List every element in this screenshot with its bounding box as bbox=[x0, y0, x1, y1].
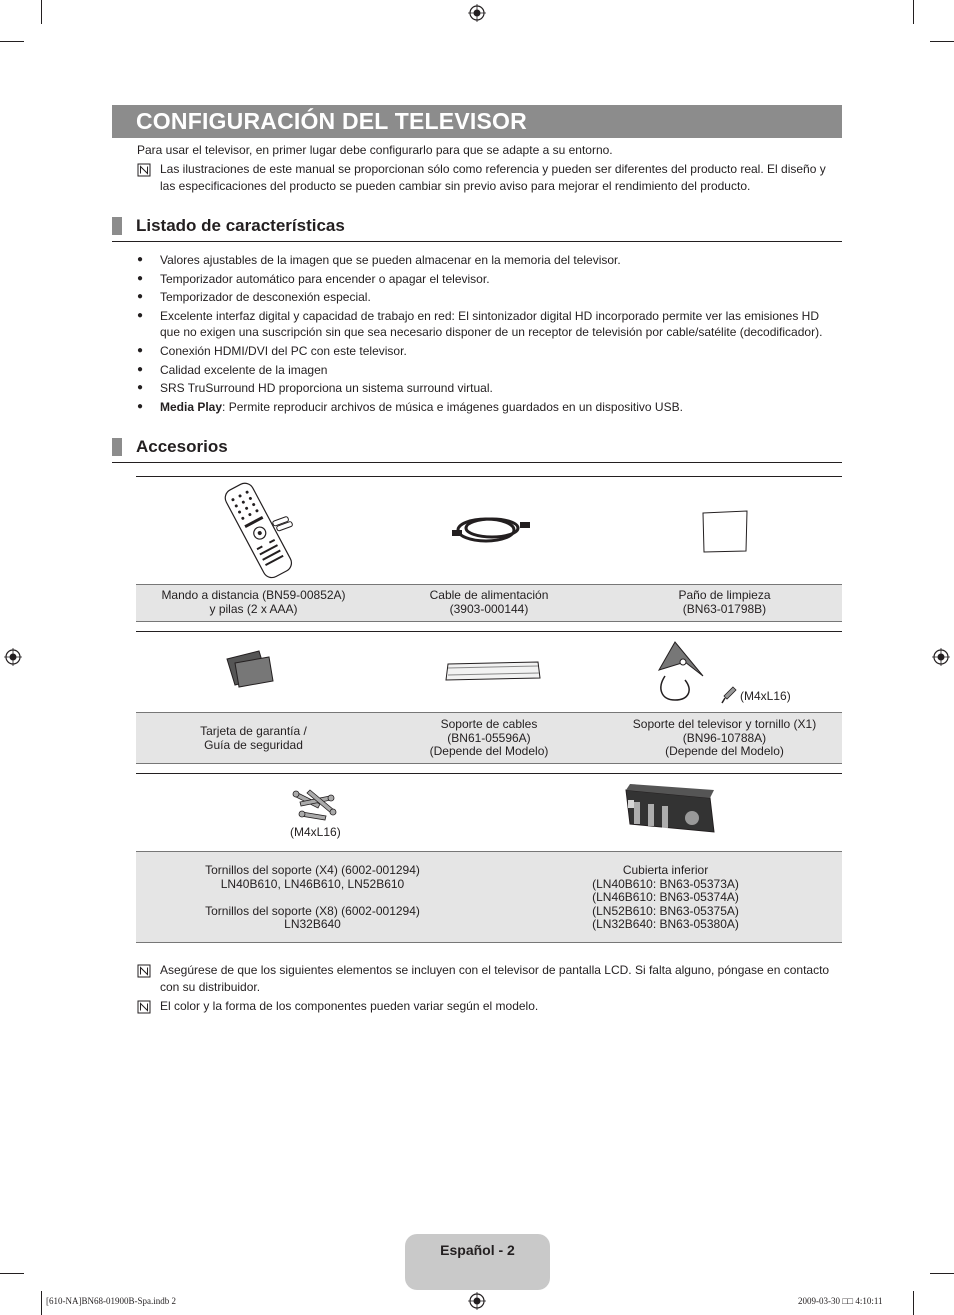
crop-mark bbox=[41, 0, 42, 24]
feature-item: Temporizador de desconexión especial. bbox=[160, 290, 371, 304]
cleaning-cloth-icon bbox=[701, 509, 749, 553]
registration-mark-icon bbox=[468, 4, 486, 22]
cable-holder-caption-line: Soporte de cables bbox=[440, 717, 538, 731]
cable-holder-caption-line: (Depende del Modelo) bbox=[429, 744, 549, 758]
date-info: 2009-03-30 □□ 4:10:11 bbox=[798, 1296, 883, 1306]
bottom-cover-caption-line: Cubierta inferior bbox=[622, 863, 709, 877]
warranty-caption-line: Tarjeta de garantía / bbox=[200, 724, 307, 738]
remote-control-icon bbox=[205, 480, 310, 580]
remote-caption-line: y pilas (2 x AAA) bbox=[209, 601, 298, 616]
crop-mark bbox=[913, 0, 914, 24]
feature-item: Temporizador automático para encender o apagar el televisor. bbox=[160, 272, 490, 286]
table-rule bbox=[136, 773, 842, 774]
tv-stand-caption-line: (Depende del Modelo) bbox=[665, 744, 784, 758]
tv-stand-bracket-icon bbox=[655, 640, 715, 706]
table-rule bbox=[136, 476, 842, 477]
registration-mark-icon bbox=[932, 648, 950, 666]
accessories-section-header bbox=[112, 432, 842, 463]
bullet-icon: ● bbox=[137, 364, 144, 375]
tv-stand-caption bbox=[607, 718, 842, 759]
remote-caption bbox=[136, 589, 371, 616]
intro-text: Para usar el televisor, en primer lugar debe configurarlo para que se adapte a su entorno. bbox=[137, 143, 613, 157]
crop-mark bbox=[0, 41, 24, 42]
feature-item: Excelente interfaz digital y capacidad de trabajo en red: El sintonizador digital HD incorporado permite ver las emisiones HD bbox=[160, 309, 820, 323]
stand-screws-icon bbox=[290, 786, 342, 826]
bullet-icon: ● bbox=[137, 273, 144, 284]
bullet-icon: ● bbox=[137, 382, 144, 393]
crop-mark bbox=[0, 1273, 24, 1274]
stand-screws-caption-line: Tornillos del soporte (X4) (6002-001294) bbox=[205, 863, 420, 877]
intro-note-line1: Las ilustraciones de este manual se proporcionan sólo como referencia y pueden ser diferentes del producto real. El diseño y bbox=[160, 162, 826, 176]
note-line: con su distribuidor. bbox=[160, 980, 261, 994]
note-icon bbox=[137, 163, 151, 177]
spacer bbox=[136, 891, 489, 905]
features-heading: Listado de características bbox=[136, 216, 345, 235]
stand-screws-caption-line: Tornillos del soporte (X8) (6002-001294) bbox=[205, 903, 420, 918]
note-icon bbox=[137, 964, 151, 978]
note-line: Asegúrese de que los siguientes elementos se incluyen con el televisor de pantalla LCD. Si falta alguno, póngase en contacto bbox=[160, 963, 830, 977]
intro-note-line2: las especificaciones del producto se pueden cambiar sin previo aviso para mejorar el rendimiento del producto. bbox=[160, 179, 751, 193]
bullet-icon: ● bbox=[137, 401, 144, 412]
feature-item: SRS TruSurround HD proporciona un sistema surround virtual. bbox=[160, 381, 493, 395]
accessories-heading: Accesorios bbox=[136, 437, 228, 456]
bottom-cover-caption bbox=[489, 864, 842, 932]
warranty-caption-line: Guía de seguridad bbox=[204, 737, 303, 752]
stand-screw-label: (M4xL16) bbox=[740, 689, 791, 703]
stand-screws-caption-line: LN40B610, LN46B610, LN52B610 bbox=[220, 876, 405, 891]
cable-caption-line: Cable de alimentación bbox=[429, 588, 549, 602]
power-cable-icon bbox=[450, 510, 532, 548]
file-info: [610-NA]BN68-01900B-Spa.indb 2 bbox=[46, 1296, 176, 1306]
tv-stand-caption-line: (BN96-10788A) bbox=[682, 730, 767, 745]
section-marker bbox=[112, 217, 122, 235]
bottom-cover-caption-line: (LN46B610: BN63-05374A) bbox=[592, 890, 739, 904]
remote-caption-line: Mando a distancia (BN59-00852A) bbox=[161, 588, 346, 602]
table-rule bbox=[136, 631, 842, 632]
cloth-caption-line: (BN63-01798B) bbox=[682, 601, 767, 616]
feature-item: Valores ajustables de la imagen que se pueden almacenar en la memoria del televisor. bbox=[160, 253, 621, 267]
feature-item-cont: que no exigen una suscripción sin que sea necesario disponer de un receptor de televisión por cable/satélite (decodificador). bbox=[160, 325, 823, 339]
cable-caption-line: (3903-000144) bbox=[449, 601, 529, 616]
cable-holder-caption-line: (BN61-05596A) bbox=[447, 730, 531, 745]
screw-icon bbox=[721, 686, 737, 704]
cable-caption bbox=[371, 589, 607, 616]
crop-mark bbox=[930, 1273, 954, 1274]
bullet-icon: ● bbox=[137, 291, 144, 302]
features-section-header bbox=[112, 211, 842, 242]
stand-screws-caption bbox=[136, 864, 489, 932]
warranty-caption bbox=[136, 725, 371, 752]
cloth-caption-line: Paño de limpieza bbox=[678, 588, 771, 602]
note-icon bbox=[137, 1000, 151, 1014]
feature-item: Conexión HDMI/DVI del PC con este televisor. bbox=[160, 344, 407, 358]
page-number-tab bbox=[405, 1234, 550, 1290]
bottom-cover-icon bbox=[620, 782, 720, 846]
bottom-cover-caption-line: (LN32B640: BN63-05380A) bbox=[592, 917, 739, 931]
media-play-label: Media Play bbox=[160, 400, 223, 414]
tv-stand-caption-line: Soporte del televisor y tornillo (X1) bbox=[632, 717, 817, 731]
registration-mark-icon bbox=[468, 1292, 486, 1310]
page-title: CONFIGURACIÓN DEL TELEVISOR bbox=[112, 105, 842, 138]
crop-mark bbox=[913, 1291, 914, 1315]
bottom-cover-caption-line: (LN40B610: BN63-05373A) bbox=[592, 876, 739, 891]
bottom-cover-caption-line: (LN52B610: BN63-05375A) bbox=[592, 903, 739, 918]
crop-mark bbox=[41, 1291, 42, 1315]
section-marker bbox=[112, 438, 122, 456]
cable-holder-caption bbox=[371, 718, 607, 759]
bullet-icon: ● bbox=[137, 345, 144, 356]
stand-screws-caption-line: LN32B640 bbox=[284, 917, 341, 931]
bullet-icon: ● bbox=[137, 310, 144, 321]
crop-mark bbox=[930, 41, 954, 42]
stand-screws-label: (M4xL16) bbox=[290, 825, 341, 839]
cloth-caption bbox=[607, 589, 842, 616]
bullet-icon: ● bbox=[137, 254, 144, 265]
warranty-card-icon bbox=[223, 647, 275, 689]
cable-holder-icon bbox=[444, 660, 542, 682]
feature-item-media-play bbox=[160, 399, 850, 415]
feature-item: Calidad excelente de la imagen bbox=[160, 363, 328, 377]
media-play-desc: : Permite reproducir archivos de música e imágenes guardados en un dispositivo USB. bbox=[222, 400, 683, 414]
note-line: El color y la forma de los componentes pueden variar según el modelo. bbox=[160, 999, 539, 1013]
page-number: Español - 2 bbox=[440, 1242, 515, 1258]
registration-mark-icon bbox=[4, 648, 22, 666]
